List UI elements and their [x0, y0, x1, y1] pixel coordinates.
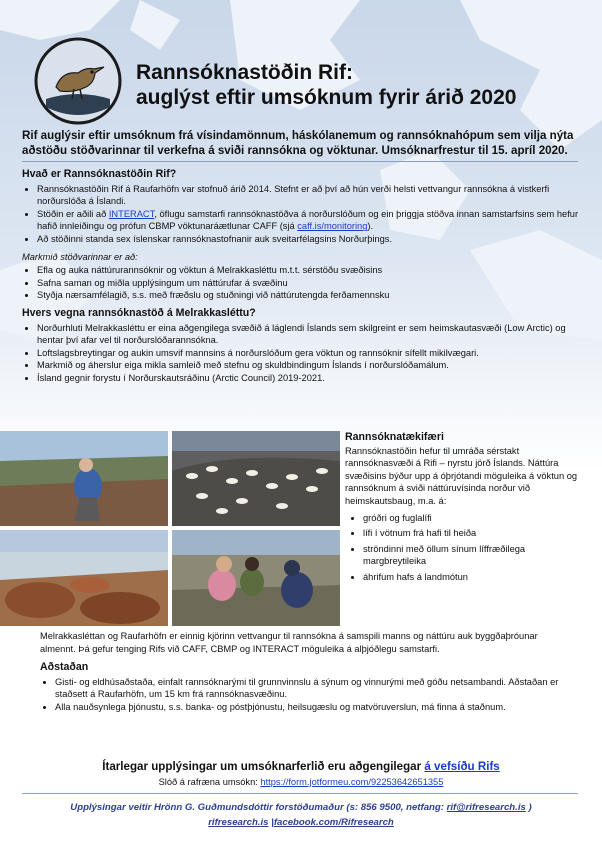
list-item: • Loftslagsbreytingar og aukin umsvif mannsins á norðurslóðum gera vöktun og rannsóknir sífellt mikilvægari. — [37, 347, 582, 360]
facilities-heading: Aðstaðan — [40, 661, 89, 674]
text-span: , öflugu samstarfi rannsóknastöðva á norðurslóðum og ein þriggja stöðva innan samstarfsins sem hefur hafið innleiðingu og prófun CBMP vöktunaráætlunar CAFF (sjá — [37, 208, 579, 232]
intro-paragraph: Rif auglýsir eftir umsóknum frá vísindamönnum, háskólanemum og rannsóknahópum sem vilja nýta aðstöðu stöðvarinnar til verkefna á sviði rannsókna og vöktunar. Umsóknarfrestur til 15. apríl 2020. — [22, 129, 574, 157]
application-form-link[interactable]: https://form.jotformeu.com/92253642651355 — [260, 777, 444, 787]
list-item: • Rannsóknastöðin Rif á Raufarhöfn var stofnuð árið 2014. Stefnt er að því að hún verði helsti vettvangur rannsókna á vistkerfi norðurslóða á Íslandi. — [37, 183, 582, 208]
research-opportunities — [345, 431, 585, 589]
contact-line-1 — [0, 800, 602, 815]
list-item — [37, 208, 582, 233]
list-item: • lífi í vötnum frá hafi til heiða — [363, 527, 585, 540]
opportunities-heading: Rannsóknatækifæri — [345, 431, 444, 443]
list-item: • Norðurhluti Melrakkasléttu er eina aðgengilega svæðið á láglendi Íslands sem skilgreint er sem heimskautasvæði (Low Arctic) og hentar því afar vel til norðurslóðarannsókna. — [37, 322, 582, 347]
list-item: • Gisti- og eldhúsaðstaða, einfalt rannsóknarými til grunnvinnslu á sýnum og vinnurými með góðu netsambandi. Aðstaðan er staðsett á Raufarhöfn, um 15 km frá rannsóknasvæðinu. — [55, 676, 570, 701]
gannet-colony-photo — [172, 431, 340, 526]
text-span: Stöðin er aðili að — [37, 208, 109, 219]
section-why-list — [22, 322, 582, 385]
footer-form — [0, 777, 602, 787]
section-what-heading: Hvað er Rannsóknastöðin Rif? — [22, 168, 177, 180]
researcher-field-photo — [0, 431, 168, 526]
list-item: • áhrifum hafs á landmótun — [363, 571, 585, 584]
page-title — [136, 60, 516, 110]
facebook-link[interactable]: facebook.com/Rifresearch — [273, 817, 394, 828]
goals-list — [22, 264, 582, 302]
footer-info — [0, 760, 602, 773]
photo-collage — [0, 431, 340, 626]
main-content — [22, 168, 582, 390]
rif-website-link[interactable]: á vefsíðu Rifs — [424, 760, 500, 773]
contact-line-2 — [0, 815, 602, 830]
list-item: • Safna saman og miðla upplýsingum um náttúrufar á svæðinu — [37, 277, 582, 290]
title-line-2: auglýst eftir umsóknum fyrir árið 2020 — [136, 86, 517, 109]
section-what-list — [22, 183, 582, 246]
website-link[interactable]: rifresearch.is — [208, 817, 269, 828]
divider-bottom — [22, 793, 578, 794]
list-item: • Alla nauðsynlega þjónustu, s.s. banka- og póstþjónustu, heilsugæslu og matvöruverslun, má finna á staðnum. — [55, 701, 570, 714]
contact-email-link[interactable]: rif@rifresearch.is — [446, 802, 526, 813]
lower-content — [40, 630, 570, 719]
interact-link[interactable]: INTERACT — [108, 208, 155, 219]
form-label: Slóð á rafræna umsókn: — [158, 777, 261, 787]
title-line-1: Rannsóknastöðin Rif: — [136, 61, 354, 84]
opportunities-text: Rannsóknastöðin hefur til umráða sérstakt rannsóknasvæði á Rifi – nyrstu jörð Íslands. Náttúra svæðisins býður upp á óþrjótandi möguleika á vöktun og rannsóknum á sviði náttúruvísinda norður við heimskautsbaug, m.a. á: — [345, 445, 578, 506]
divider-top — [22, 161, 578, 162]
facilities-list — [40, 676, 570, 714]
footer-info-text: Ítarlegar upplýsingar um umsóknarferlið eru aðgengilegar — [102, 760, 425, 773]
contact-text: Upplýsingar veitir Hrönn G. Guðmundsdóttir forstöðumaður (s: 856 9500, netfang: — [70, 802, 447, 813]
list-item: • Að stöðinni standa sex íslenskar rannsóknastofnanir auk sveitarfélagsins Norðurþings. — [37, 233, 582, 246]
list-item: • gróðri og fuglalífi — [363, 512, 585, 525]
goals-heading: Markmið stöðvarinnar er að: — [22, 251, 138, 262]
researchers-sampling-photo — [172, 530, 340, 626]
section-why-heading: Hvers vegna rannsóknastöð á Melrakkasléttu? — [22, 306, 256, 319]
text-span: ). — [367, 221, 374, 232]
separator: | — [268, 817, 274, 828]
coastal-rocks-photo — [0, 530, 168, 626]
rif-logo-icon — [34, 37, 122, 125]
contact-info — [0, 800, 602, 830]
list-item: • Efla og auka náttúrurannsóknir og vöktun á Melrakkasléttu m.t.t. sérstöðu svæðisins — [37, 264, 582, 277]
list-item: • Styðja nærsamfélagið, s.s. með fræðslu og stuðningi við náttúrutengda ferðamennsku — [37, 289, 582, 302]
list-item: • Ísland gegnir forystu í Norðurskautsráðinu (Arctic Council) 2019-2021. — [37, 372, 582, 385]
list-item: • ströndinni með öllum sínum líffræðilega margbreytileika — [363, 543, 585, 568]
collab-paragraph: Melrakkasléttan og Raufarhöfn er einnig kjörinn vettvangur til rannsókna á samspili manns og náttúru auk byggðaþróunar almennt. Þá gefur tenging Rifs við CAFF, CBMP og INTERACT möguleika á alþjóðlegu samstarfi. — [40, 631, 538, 654]
caff-monitoring-link[interactable]: caff.is/monitoring — [297, 221, 368, 232]
list-item: • Markmið og áherslur eiga mikla samleið með stefnu og skuldbindingum Íslands í norðurslóðamálum. — [37, 359, 582, 372]
contact-end: ) — [525, 802, 532, 813]
opportunities-list — [345, 512, 585, 584]
